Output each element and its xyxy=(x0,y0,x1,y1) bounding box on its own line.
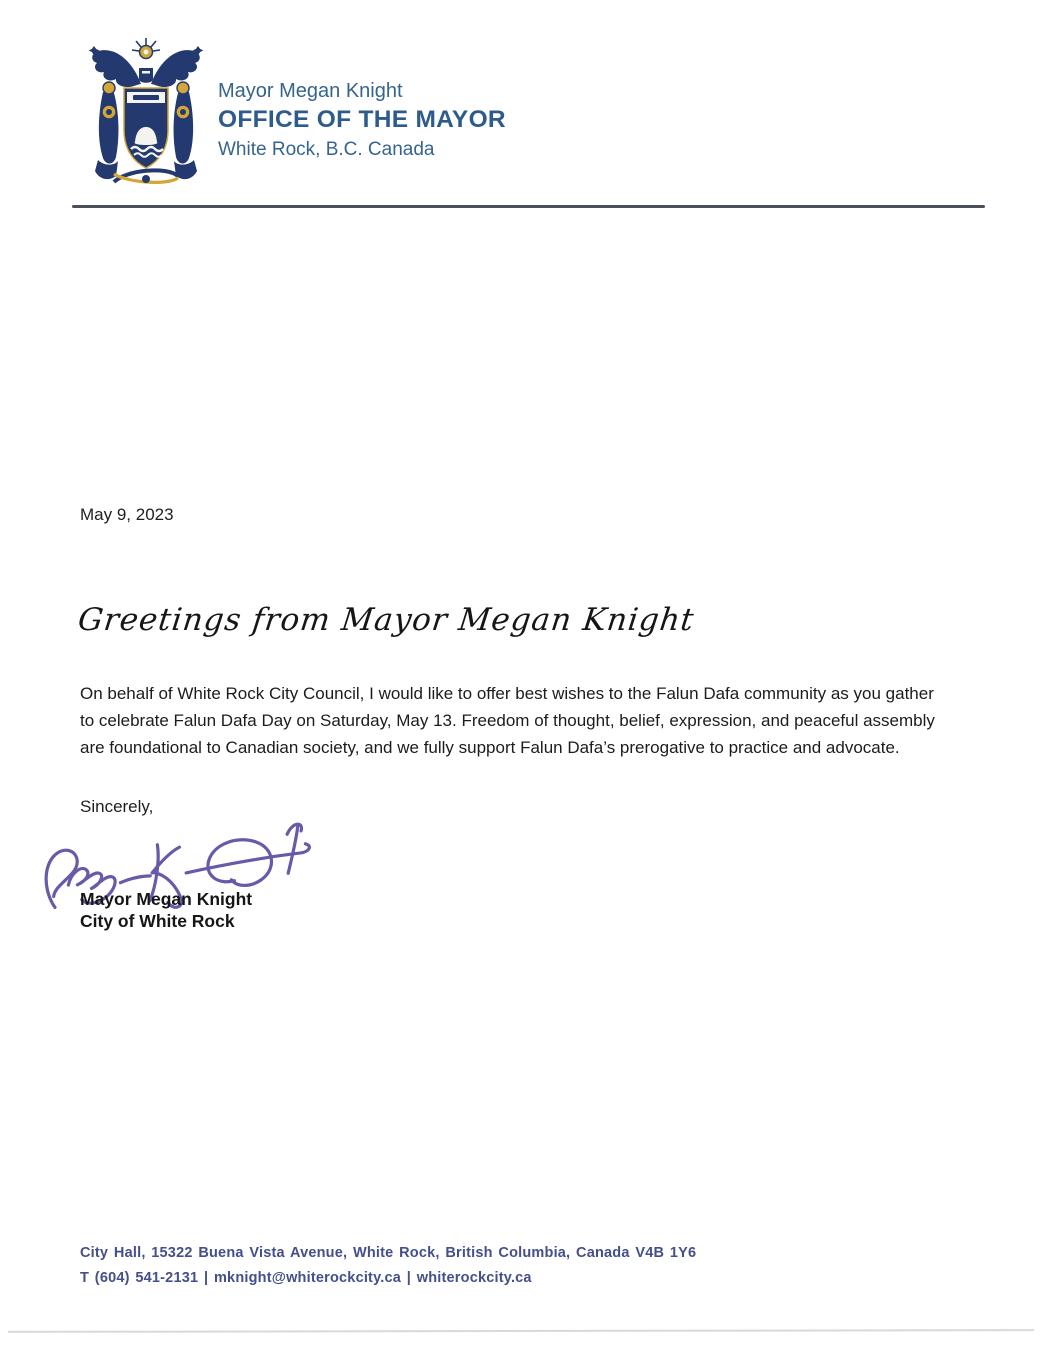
coat-of-arms-emblem xyxy=(86,36,206,198)
letter-footer xyxy=(80,1241,696,1291)
letterhead-office-title: OFFICE OF THE MAYOR xyxy=(218,106,506,133)
footer-address: City Hall, 15322 Buena Vista Avenue, White Rock, British Columbia, Canada V4B 1Y6 xyxy=(80,1245,697,1261)
footer-contact: T (604) 541-2131 | mknight@whiterockcity.ca | whiterockcity.ca xyxy=(80,1270,532,1286)
letter-date: May 9, 2023 xyxy=(80,505,174,524)
signature-block xyxy=(80,889,252,932)
closing-word: Sincerely, xyxy=(80,797,154,816)
letterhead-divider-line xyxy=(72,205,985,208)
salutation-script-text: Greetings from Mayor Megan Knight xyxy=(76,602,697,638)
letter-body-paragraph: On behalf of White Rock City Council, I would like to offer best wishes to the Falun Dafa community as you gather to celebrate Falun Dafa Day on Saturday, May 13. Freedom of thought, belief, expression, and peaceful assembly are foundational to Canadian society, and we fully support Falun Dafa’s prerogative to practice and advocate. xyxy=(80,684,935,757)
letterhead-mayor-name: Mayor Megan Knight xyxy=(218,80,403,102)
signer-name: Mayor Megan Knight xyxy=(80,889,253,909)
scan-edge-line xyxy=(8,1329,1034,1333)
signer-organization: City of White Rock xyxy=(80,910,235,931)
letterhead-location: White Rock, B.C. Canada xyxy=(218,139,435,160)
